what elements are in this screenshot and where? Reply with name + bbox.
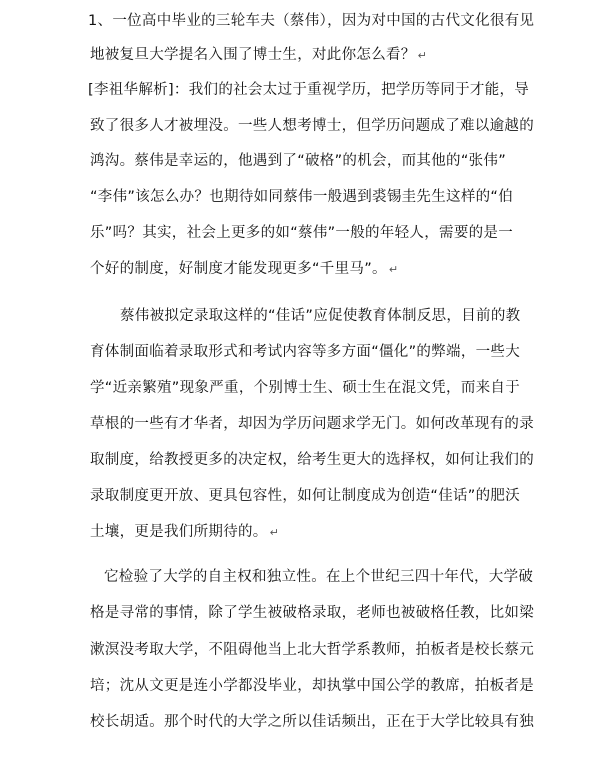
paragraph2-line-7 [90,522,510,543]
paragraph2-line-2: 育体制面临着录取形式和考试内容等多方面“僵化”的弊端，一些大 [90,344,521,360]
paragraph2-line-4: 草根的一些有才华者，却因为学历问题求学无门。如何改革现有的录 [90,416,534,432]
paragraph3-line-1: 它检验了大学的自主权和独立性。在上个世纪三四十年代，大学破 [104,569,534,585]
paragraph3-line-2: 格是寻常的事情，除了学生被破格录取，老师也被破格任教，比如梁 [90,605,534,621]
analysis-line-2: 致了很多人才被埋没。一些人想考博士，但学历问题成了难以逾越的 [90,118,534,134]
question-line-2 [90,45,510,66]
paragraph-mark-icon: ↵ [269,526,280,539]
paragraph-mark-icon: ↵ [388,263,399,276]
paragraph3-line-3: 漱溟没考取大学，不阻碍他当上北大哲学系教师，拍板者是校长蔡元 [90,642,534,658]
paragraph2-line-7-text: 土壤，更是我们所期待的。 [90,524,268,540]
analysis-line-5: 乐”吗？其实，社会上更多的如“蔡伟”一般的年轻人，需要的是一 [90,225,514,241]
analysis-line-3: 鸿沟。蔡伟是幸运的，他遇到了“破格”的机会，而其他的“张伟” [90,153,507,169]
paragraph3-line-5: 校长胡适。那个时代的大学之所以佳话频出，正在于大学比较具有独 [90,714,534,730]
question-line-1: 1、一位高中毕业的三轮车夫（蔡伟），因为对中国的古代文化很有见 [88,13,535,29]
paragraph-mark-icon: ↵ [417,49,428,62]
paragraph2-line-5: 取制度，给教授更多的决定权，给考生更大的选择权，如何让我们的 [90,452,534,468]
paragraph2-line-6: 录取制度更开放、更具包容性，如何让制度成为创造“佳话”的肥沃 [90,488,521,504]
paragraph3-line-4: 培；沈从文更是连小学都没毕业，却执掌中国公学的教席，拍板者是 [90,678,534,694]
question-line-2-text: 地被复旦大学提名入围了博士生，对此你怎么看？ [90,47,416,63]
analysis-line-6-text: 个好的制度，好制度才能发现更多“千里马”。 [90,261,387,277]
paragraph2-line-3: 学“近亲繁殖”现象严重，个别博士生、硕士生在混文凭，而来自于 [90,380,521,396]
analysis-line-1: [李祖华解析]：我们的社会太过于重视学历，把学历等同于才能，导 [88,82,530,98]
analysis-line-4: “李伟”该怎么办？也期待如同蔡伟一般遇到裘锡圭先生这样的“伯 [90,189,514,205]
analysis-line-6 [90,259,510,280]
paragraph2-line-1: 蔡伟被拟定录取这样的“佳话”应促使教育体制反思，目前的教 [120,308,521,324]
